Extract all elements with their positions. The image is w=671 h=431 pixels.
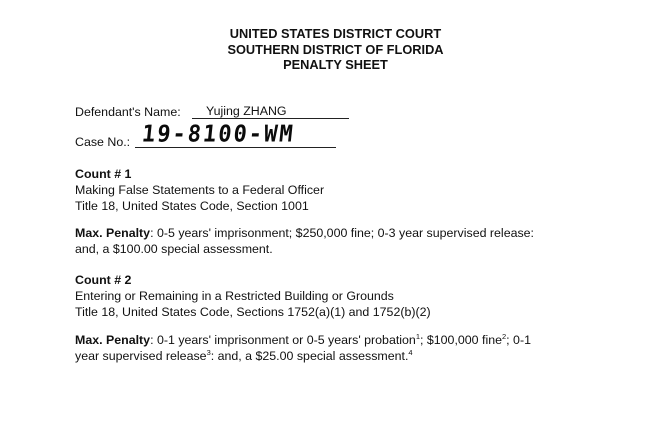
count-2-statute: Title 18, United States Code, Sections 1752(a)(1) and 1752(b)(2) — [75, 305, 431, 319]
case-number-label: Case No.: — [75, 135, 131, 149]
count-1-penalty-label: Max. Penalty — [75, 226, 151, 240]
defendant-name-value: Yujing ZHANG — [206, 104, 287, 118]
case-number-handwritten: 19-8100-WM — [140, 121, 296, 148]
count-2-penalty-text-d: year supervised release — [75, 349, 207, 363]
document-header — [0, 26, 671, 73]
count-1-penalty-text-cont: and, a $100.00 special assessment. — [75, 242, 273, 256]
count-2-penalty-text-c: ; 0-1 — [506, 333, 531, 347]
sheet-title: PENALTY SHEET — [283, 57, 388, 72]
count-1-penalty — [75, 225, 575, 257]
count-2-penalty-text-b: ; $100,000 fine — [420, 333, 502, 347]
footnote-ref-4: 4 — [408, 347, 413, 357]
count-2-penalty-text-e: : and, a $25.00 special assessment. — [210, 349, 409, 363]
count-1-description: Making False Statements to a Federal Officer — [75, 183, 325, 197]
district-name: SOUTHERN DISTRICT OF FLORIDA — [227, 41, 444, 57]
count-1-penalty-text: : 0-5 years' imprisonment; $250,000 fine; 0-3 year supervised release: — [150, 226, 535, 240]
footnote-ref-2: 2 — [502, 331, 507, 341]
count-1 — [75, 166, 575, 214]
count-2 — [75, 272, 575, 320]
footnote-ref-1: 1 — [415, 331, 420, 341]
count-1-statute: Title 18, United States Code, Section 1001 — [75, 199, 309, 213]
count-2-heading: Count # 2 — [75, 273, 132, 287]
count-2-penalty — [75, 332, 595, 364]
footnote-ref-3: 3 — [206, 347, 211, 357]
count-2-penalty-text-a: : 0-1 years' imprisonment or 0-5 years' probation — [150, 333, 416, 347]
court-name: UNITED STATES DISTRICT COURT — [229, 26, 442, 41]
count-2-description: Entering or Remaining in a Restricted Building or Grounds — [75, 289, 394, 303]
count-1-heading: Count # 1 — [75, 167, 132, 181]
count-2-penalty-label: Max. Penalty — [75, 333, 151, 347]
defendant-label: Defendant's Name: — [75, 105, 181, 119]
